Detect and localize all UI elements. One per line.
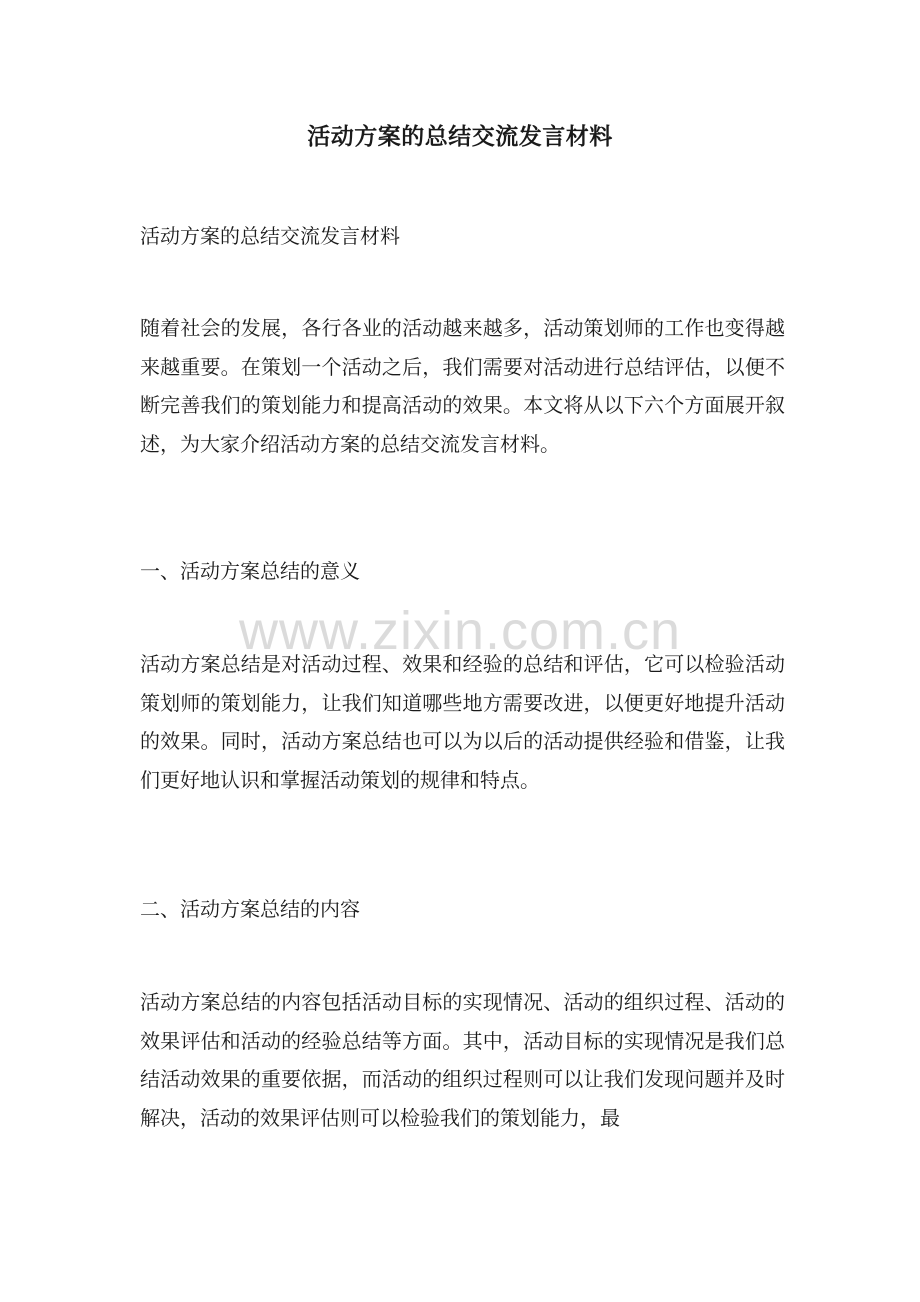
section-heading-1: 一、活动方案总结的意义 bbox=[140, 559, 360, 583]
watermark: www.zixin.com.cn bbox=[238, 601, 682, 661]
section-paragraph-1: 活动方案总结是对活动过程、效果和经验的总结和评估，它可以检验活动策划师的策划能力，让我们知道哪些地方需要改进，以便更好地提升活动的效果。同时，活动方案总结也可以为以后的活动提供经验和借鉴，让我们更好地认识和掌握活动策划的规律和特点。 bbox=[140, 652, 785, 792]
intro-paragraph: 随着社会的发展，各行各业的活动越来越多，活动策划师的工作也变得越来越重要。在策划一个活动之后，我们需要对活动进行总结评估，以便不断完善我们的策划能力和提高活动的效果。本文将从以下六个方面展开叙述，为大家介绍活动方案的总结交流发言材料。 bbox=[140, 316, 785, 456]
document-title: 活动方案的总结交流发言材料 bbox=[307, 123, 613, 150]
section-heading-2: 二、活动方案总结的内容 bbox=[140, 897, 360, 921]
section-paragraph-2: 活动方案总结的内容包括活动目标的实现情况、活动的组织过程、活动的效果评估和活动的经验总结等方面。其中，活动目标的实现情况是我们总结活动效果的重要依据，而活动的组织过程则可以让我们发现问题并及时解决，活动的效果评估则可以检验我们的策划能力，最 bbox=[140, 990, 785, 1130]
document-subtitle: 活动方案的总结交流发言材料 bbox=[140, 224, 400, 248]
